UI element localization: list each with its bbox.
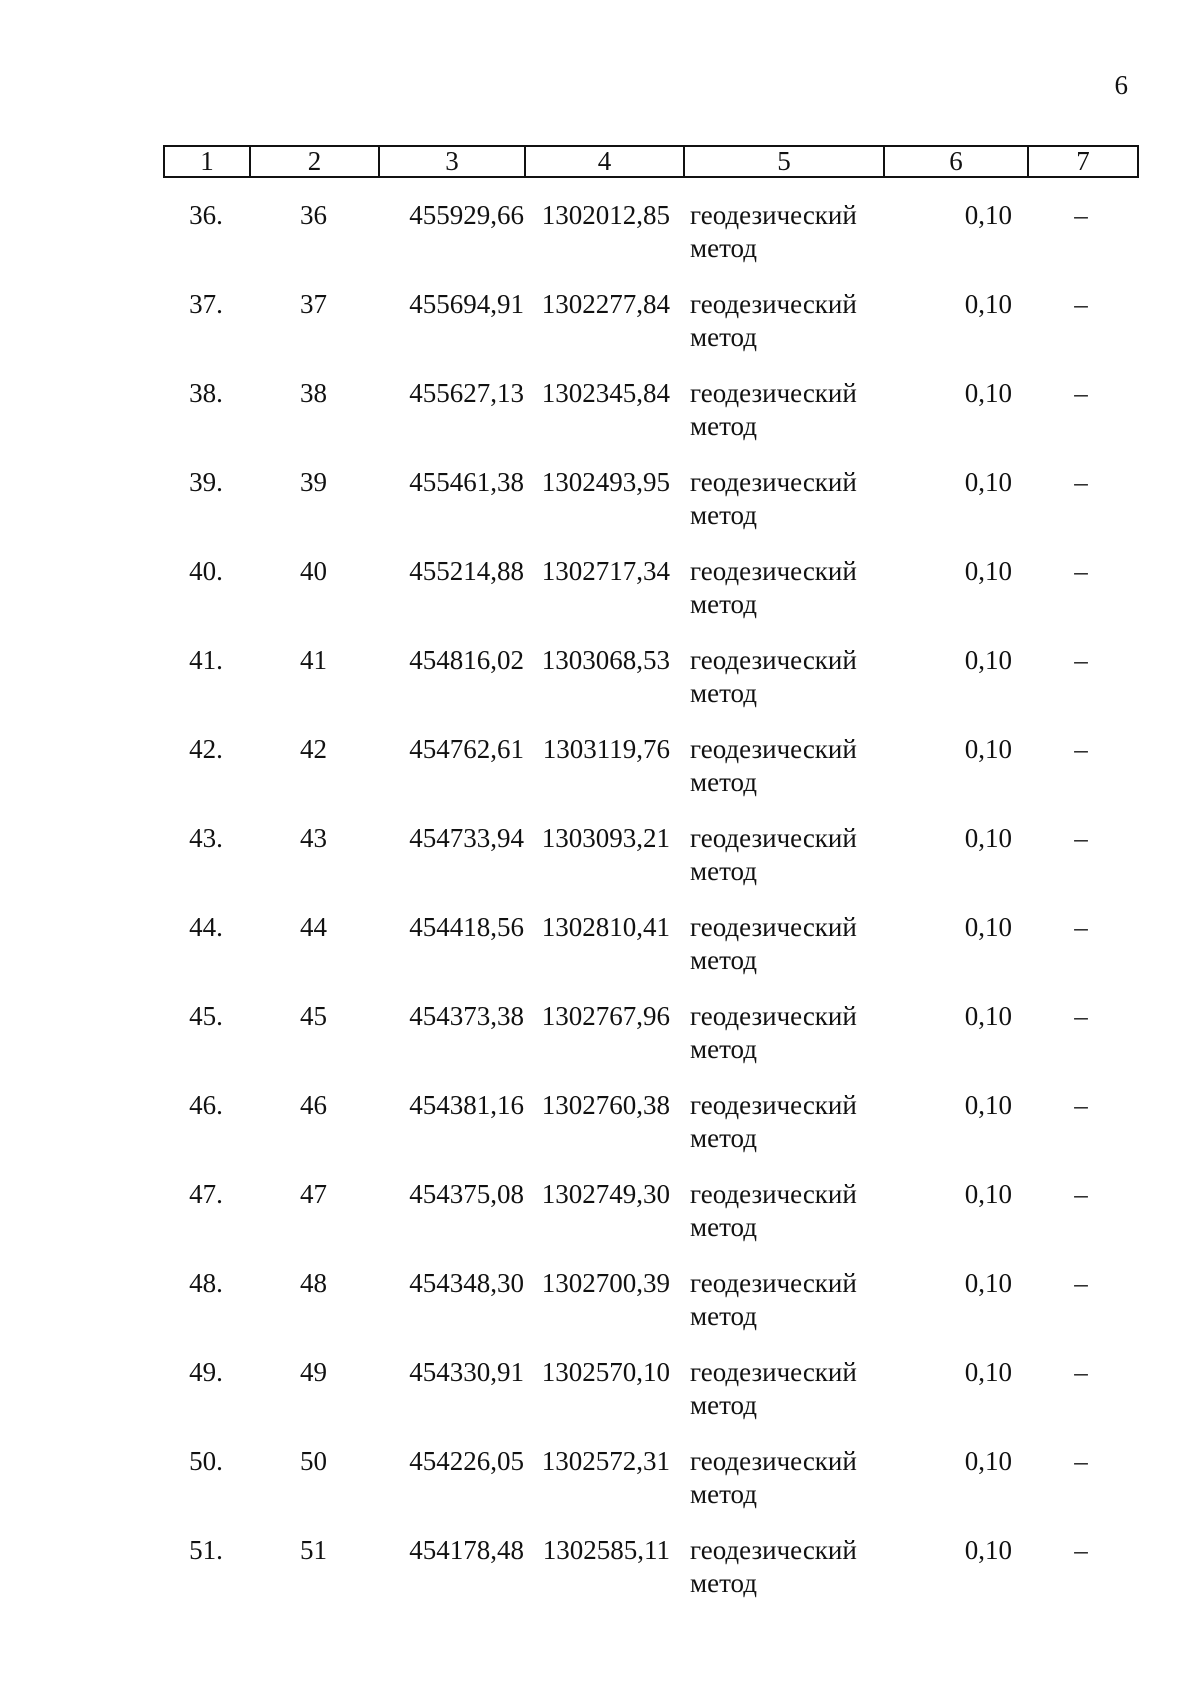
method-cell (690, 1534, 890, 1600)
point-number-cell: 51 (300, 1535, 327, 1565)
accuracy-cell: 0,10 (964, 823, 1012, 853)
point-number-cell: 50 (300, 1446, 327, 1476)
coordinate-x-cell: 454381,16 (409, 1090, 524, 1120)
method-cell (690, 1178, 890, 1244)
coordinate-x-cell: 454178,48 (409, 1535, 524, 1565)
header-cell: 7 (1028, 146, 1138, 177)
header-cell: 1 (164, 146, 250, 177)
method-line-2: метод (690, 411, 757, 441)
method-cell (690, 1445, 890, 1511)
method-line-2: метод (690, 1301, 757, 1331)
row-number-cell: 39. (189, 467, 223, 497)
note-cell: – (1074, 378, 1088, 408)
row-number-cell: 50. (189, 1446, 223, 1476)
method-line-2: метод (690, 1479, 757, 1509)
accuracy-cell: 0,10 (964, 1179, 1012, 1209)
method-line-1: геодезический (690, 200, 857, 230)
method-line-1: геодезический (690, 823, 857, 853)
coordinate-x-cell: 454330,91 (409, 1357, 524, 1387)
coordinate-x-cell: 454816,02 (409, 645, 524, 675)
method-line-2: метод (690, 233, 757, 263)
method-cell (690, 1356, 890, 1422)
point-number-cell: 37 (300, 289, 327, 319)
coordinate-x-cell: 455214,88 (409, 556, 524, 586)
coordinate-x-cell: 454762,61 (409, 734, 524, 764)
note-cell: – (1074, 556, 1088, 586)
table-row (163, 1178, 1137, 1267)
method-cell (690, 1089, 890, 1155)
accuracy-cell: 0,10 (964, 734, 1012, 764)
point-number-cell: 42 (300, 734, 327, 764)
coordinate-x-cell: 455694,91 (409, 289, 524, 319)
point-number-cell: 36 (300, 200, 327, 230)
accuracy-cell: 0,10 (964, 1001, 1012, 1031)
table-row (163, 911, 1137, 1000)
table-row (163, 1000, 1137, 1089)
coordinate-x-cell: 455627,13 (409, 378, 524, 408)
note-cell: – (1074, 1179, 1088, 1209)
row-number-cell: 37. (189, 289, 223, 319)
method-line-2: метод (690, 856, 757, 886)
coordinate-y-cell: 1302700,39 (541, 1268, 670, 1298)
page-number: 6 (1114, 70, 1128, 100)
note-cell: – (1074, 823, 1088, 853)
note-cell: – (1074, 1268, 1088, 1298)
note-cell: – (1074, 734, 1088, 764)
method-line-1: геодезический (690, 1446, 857, 1476)
coordinate-x-cell: 454418,56 (409, 912, 524, 942)
accuracy-cell: 0,10 (964, 467, 1012, 497)
coordinate-y-cell: 1302717,34 (541, 556, 670, 586)
header-cell: 3 (379, 146, 525, 177)
method-line-2: метод (690, 322, 757, 352)
coordinate-x-cell: 454348,30 (409, 1268, 524, 1298)
point-number-cell: 45 (300, 1001, 327, 1031)
method-line-1: геодезический (690, 645, 857, 675)
table-row (163, 377, 1137, 466)
row-number-cell: 48. (189, 1268, 223, 1298)
row-number-cell: 36. (189, 200, 223, 230)
point-number-cell: 41 (300, 645, 327, 675)
method-cell (690, 199, 890, 265)
table-row (163, 288, 1137, 377)
note-cell: – (1074, 1001, 1088, 1031)
coordinate-x-cell: 454375,08 (409, 1179, 524, 1209)
note-cell: – (1074, 200, 1088, 230)
method-cell (690, 555, 890, 621)
table-row (163, 555, 1137, 644)
note-cell: – (1074, 289, 1088, 319)
header-cell: 6 (884, 146, 1028, 177)
method-line-1: геодезический (690, 734, 857, 764)
coordinate-y-cell: 1302572,31 (541, 1446, 670, 1476)
row-number-cell: 38. (189, 378, 223, 408)
method-line-1: геодезический (690, 556, 857, 586)
method-line-2: метод (690, 1568, 757, 1598)
method-line-1: геодезический (690, 912, 857, 942)
table-row (163, 199, 1137, 288)
header-cell: 5 (684, 146, 884, 177)
row-number-cell: 42. (189, 734, 223, 764)
coordinate-y-cell: 1302277,84 (541, 289, 670, 319)
accuracy-cell: 0,10 (964, 645, 1012, 675)
coordinate-y-cell: 1303068,53 (541, 645, 670, 675)
method-line-2: метод (690, 678, 757, 708)
accuracy-cell: 0,10 (964, 1535, 1012, 1565)
note-cell: – (1074, 912, 1088, 942)
coordinate-x-cell: 455929,66 (409, 200, 524, 230)
table-row (163, 466, 1137, 555)
coordinate-x-cell: 455461,38 (409, 467, 524, 497)
method-cell (690, 466, 890, 532)
row-number-cell: 51. (189, 1535, 223, 1565)
method-line-1: геодезический (690, 378, 857, 408)
header-cell: 2 (250, 146, 379, 177)
method-cell (690, 377, 890, 443)
point-number-cell: 48 (300, 1268, 327, 1298)
point-number-cell: 38 (300, 378, 327, 408)
table-row (163, 1356, 1137, 1445)
method-line-2: метод (690, 1212, 757, 1242)
coordinate-x-cell: 454373,38 (409, 1001, 524, 1031)
header-cell: 4 (525, 146, 684, 177)
note-cell: – (1074, 1090, 1088, 1120)
coordinate-x-cell: 454733,94 (409, 823, 524, 853)
method-line-1: геодезический (690, 467, 857, 497)
accuracy-cell: 0,10 (964, 1268, 1012, 1298)
coordinate-y-cell: 1302767,96 (541, 1001, 670, 1031)
method-line-1: геодезический (690, 1535, 857, 1565)
point-number-cell: 44 (300, 912, 327, 942)
coordinate-y-cell: 1302749,30 (541, 1179, 670, 1209)
method-line-1: геодезический (690, 1090, 857, 1120)
coordinate-y-cell: 1302760,38 (541, 1090, 670, 1120)
point-number-cell: 40 (300, 556, 327, 586)
header-row (164, 146, 1138, 177)
method-line-2: метод (690, 1123, 757, 1153)
method-line-2: метод (690, 500, 757, 530)
accuracy-cell: 0,10 (964, 1446, 1012, 1476)
coordinate-x-cell: 454226,05 (409, 1446, 524, 1476)
table-header (163, 145, 1139, 178)
note-cell: – (1074, 645, 1088, 675)
method-line-2: метод (690, 945, 757, 975)
method-cell (690, 644, 890, 710)
accuracy-cell: 0,10 (964, 1090, 1012, 1120)
table-row (163, 1445, 1137, 1534)
method-cell (690, 733, 890, 799)
accuracy-cell: 0,10 (964, 912, 1012, 942)
coordinate-y-cell: 1302012,85 (541, 200, 670, 230)
row-number-cell: 49. (189, 1357, 223, 1387)
method-cell (690, 1267, 890, 1333)
coordinate-y-cell: 1302585,11 (542, 1535, 670, 1565)
table-row (163, 733, 1137, 822)
method-line-2: метод (690, 767, 757, 797)
note-cell: – (1074, 467, 1088, 497)
method-line-1: геодезический (690, 1268, 857, 1298)
note-cell: – (1074, 1357, 1088, 1387)
method-line-2: метод (690, 1034, 757, 1064)
point-number-cell: 39 (300, 467, 327, 497)
row-number-cell: 41. (189, 645, 223, 675)
coordinate-y-cell: 1303119,76 (542, 734, 670, 764)
coordinate-y-cell: 1302345,84 (541, 378, 670, 408)
method-cell (690, 1000, 890, 1066)
point-number-cell: 47 (300, 1179, 327, 1209)
coordinate-y-cell: 1303093,21 (541, 823, 670, 853)
accuracy-cell: 0,10 (964, 289, 1012, 319)
point-number-cell: 43 (300, 823, 327, 853)
method-line-1: геодезический (690, 1357, 857, 1387)
method-cell (690, 822, 890, 888)
note-cell: – (1074, 1446, 1088, 1476)
accuracy-cell: 0,10 (964, 1357, 1012, 1387)
accuracy-cell: 0,10 (964, 200, 1012, 230)
point-number-cell: 49 (300, 1357, 327, 1387)
table-row (163, 822, 1137, 911)
table-row (163, 1089, 1137, 1178)
point-number-cell: 46 (300, 1090, 327, 1120)
row-number-cell: 40. (189, 556, 223, 586)
row-number-cell: 44. (189, 912, 223, 942)
method-line-1: геодезический (690, 1001, 857, 1031)
method-line-2: метод (690, 1390, 757, 1420)
accuracy-cell: 0,10 (964, 378, 1012, 408)
note-cell: – (1074, 1535, 1088, 1565)
table-row (163, 644, 1137, 733)
row-number-cell: 45. (189, 1001, 223, 1031)
table-row (163, 1534, 1137, 1623)
method-cell (690, 911, 890, 977)
accuracy-cell: 0,10 (964, 556, 1012, 586)
method-line-1: геодезический (690, 289, 857, 319)
method-line-2: метод (690, 589, 757, 619)
row-number-cell: 46. (189, 1090, 223, 1120)
row-number-cell: 47. (189, 1179, 223, 1209)
method-line-1: геодезический (690, 1179, 857, 1209)
table-row (163, 1267, 1137, 1356)
table-body (163, 199, 1137, 1623)
coordinate-y-cell: 1302810,41 (541, 912, 670, 942)
coordinate-y-cell: 1302493,95 (541, 467, 670, 497)
method-cell (690, 288, 890, 354)
row-number-cell: 43. (189, 823, 223, 853)
coordinate-y-cell: 1302570,10 (541, 1357, 670, 1387)
